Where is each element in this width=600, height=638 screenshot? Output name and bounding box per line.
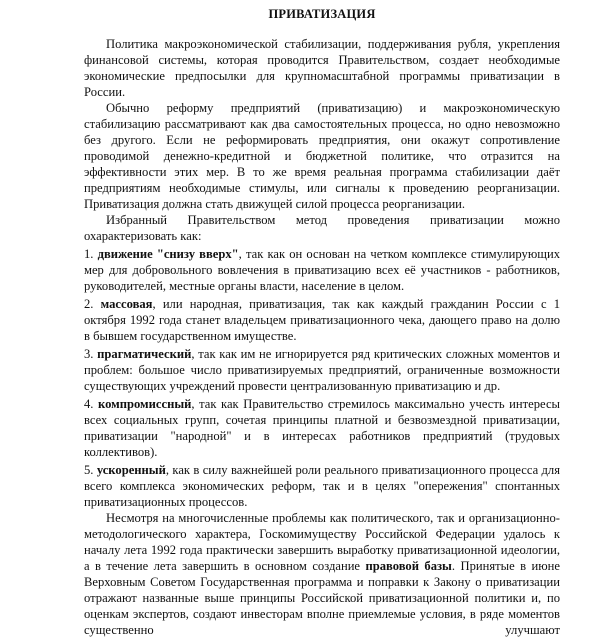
list-item-text: , так как им не игнорируется ряд критических сложных моментов и проблем: большое число приватизируемых предприятий, ограниченные возможности существующих учреждений провести централизованную приватизацию и др.	[84, 347, 560, 393]
paragraph-1: Политика макроэкономической стабилизации, поддерживания рубля, укрепления финансовой системы, которая проводится Правительством, создает необходимые экономические предпосылки для крупномасштабной программы приватизации в России.	[84, 37, 560, 99]
list-item-text: , так как он основан на четком комплексе стимулирующих мер для добровольного вовлечения в приватизацию всех её участников - работников, руководителей, местные органы власти, население в целом.	[84, 247, 560, 293]
characteristics-list	[84, 246, 560, 510]
paragraph-4-text-end: . Принятые в июне Верховным Советом Государственная программа и поправки к Закону о приватизации отражают названные выше принципы Российской приватизационной политики и, по оценкам экспертов, создают инвесторам вполне приемлемые условия, в ряде моментов существенно улучшают	[84, 559, 560, 637]
list-item-text: , или народная, приватизация, так как каждый гражданин России с 1 октября 1992 года станет владельцем приватизационного чека, дающего право на долю в бывшем государственном имуществе.	[84, 297, 560, 343]
list-item-term: компромиссный	[98, 397, 192, 411]
list-item	[84, 396, 560, 460]
list-item-number: 2.	[84, 297, 94, 311]
paragraph-2: Обычно реформу предприятий (приватизацию) и макроэкономическую стабилизацию рассматривают как два самостоятельных процесса, но одно невозможно без другого. Если не реформировать предприятия, они окажут сопротивление проводимой денежно-кредитной и бюджетной политике, что отразится на эффективности этих мер. В то же время реальная программа стабилизации даёт предприятиям необходимые стимулы, или сигналы к проведению реорганизации. Приватизация должна стать движущей силой процесса реорганизации.	[84, 101, 560, 211]
list-item-number: 3.	[84, 347, 94, 361]
list-item-number: 1.	[84, 247, 94, 261]
paragraph-4-bold-term: правовой базы	[365, 559, 452, 573]
list-item	[84, 462, 560, 510]
list-item-term: движение "снизу вверх"	[97, 247, 239, 261]
list-item-term: прагматический	[97, 347, 192, 361]
list-item	[84, 296, 560, 344]
list-item-term: массовая	[100, 297, 153, 311]
paragraph-4	[84, 510, 560, 638]
paragraph-3: Избранный Правительством метод проведения приватизации можно охарактеризовать как:	[84, 213, 560, 243]
list-item-term: ускоренный	[96, 463, 166, 477]
list-item-text: , как в силу важнейшей роли реального приватизационного процесса для всего комплекса экономических реформ, так и в целях "опережения" спонтанных приватизационных процессов.	[84, 463, 560, 509]
paragraph-4-text-start: Несмотря на многочисленные проблемы как политического, так и организационно-методологического характера, Госкомимуществу Российской Федерации удалось к началу лета 1992 года практически завершить выработку приватизационной идеологии, а в течение лета завершить в основном создание	[84, 511, 560, 573]
list-item	[84, 346, 560, 394]
list-item-number: 5.	[84, 463, 94, 477]
list-item-number: 4.	[84, 397, 94, 411]
list-item	[84, 246, 560, 294]
page-title: ПРИВАТИЗАЦИЯ	[268, 7, 376, 21]
list-item-text: , так как Правительство стремилось максимально учесть интересы всех социальных групп, сочетая принципы платной и безвозмездной приватизации, приватизации "народной" и в интересах работников предприятий (трудовых коллективов).	[84, 397, 561, 459]
